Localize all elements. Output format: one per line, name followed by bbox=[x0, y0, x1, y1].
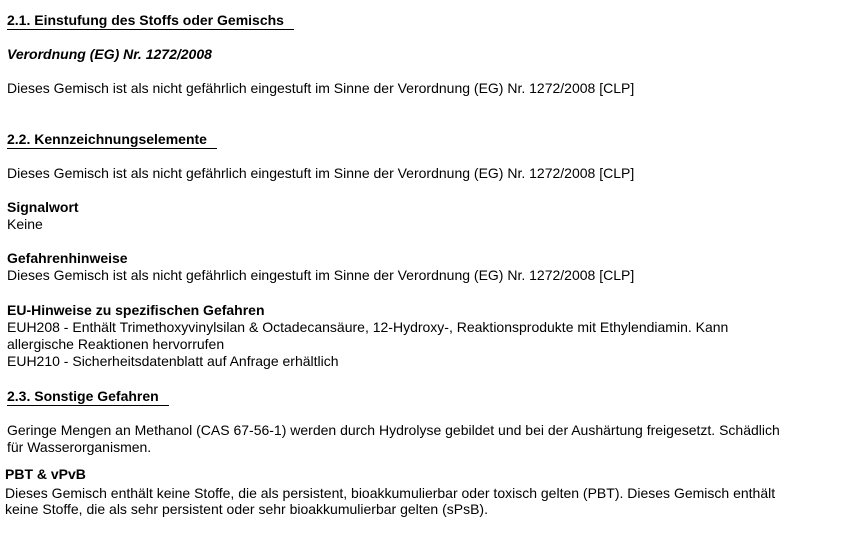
section-2-2-heading bbox=[7, 131, 217, 149]
section-heading-text: 2.1. Einstufung des Stoffs oder Gemischs bbox=[7, 12, 294, 30]
other-hazards-line2: für Wasserorganismen. bbox=[7, 439, 152, 455]
section-heading-text: 2.3. Sonstige Gefahren bbox=[7, 388, 169, 406]
section-heading-text: 2.2. Kennzeichnungselemente bbox=[7, 131, 217, 149]
euh208-line1: EUH208 - Enthält Trimethoxyvinylsilan & Octadecansäure, 12-Hydroxy-, Reaktionsprodukte mit Ethylendiamin. Kann bbox=[7, 319, 729, 335]
signal-word-value: Keine bbox=[7, 216, 43, 232]
hazard-statements-value: Dieses Gemisch ist als nicht gefährlich eingestuft im Sinne der Verordnung (EG) Nr. 1272/2008 [CLP] bbox=[7, 267, 635, 283]
hazard-statements-label: Gefahrenhinweise bbox=[7, 250, 128, 266]
eu-hazards-label: EU-Hinweise zu spezifischen Gefahren bbox=[7, 302, 265, 318]
classification-text: Dieses Gemisch ist als nicht gefährlich eingestuft im Sinne der Verordnung (EG) Nr. 1272/2008 [CLP] bbox=[7, 80, 635, 96]
euh210-text: EUH210 - Sicherheitsdatenblatt auf Anfrage erhältlich bbox=[7, 353, 339, 369]
section-2-1-heading bbox=[7, 12, 294, 30]
pbt-line1: Dieses Gemisch enthält keine Stoffe, die als persistent, bioakkumulierbar oder toxisch gelten (PBT). Dieses Gemisch enthält bbox=[5, 485, 776, 501]
labelling-text: Dieses Gemisch ist als nicht gefährlich eingestuft im Sinne der Verordnung (EG) Nr. 1272/2008 [CLP] bbox=[7, 165, 635, 181]
signal-word-label: Signalwort bbox=[7, 199, 79, 215]
euh208-line2: allergische Reaktionen hervorrufen bbox=[7, 336, 225, 352]
pbt-vpvb-label: PBT & vPvB bbox=[5, 466, 86, 482]
other-hazards-line1: Geringe Mengen an Methanol (CAS 67-56-1) werden durch Hydrolyse gebildet und bei der Aushärtung freigesetzt. Schädlich bbox=[7, 422, 780, 438]
section-2-3-heading bbox=[7, 388, 169, 406]
regulation-subheading: Verordnung (EG) Nr. 1272/2008 bbox=[7, 46, 212, 62]
pbt-line2: keine Stoffe, die als sehr persistent oder sehr bioakkumulierbar gelten (sPsB). bbox=[5, 501, 488, 517]
